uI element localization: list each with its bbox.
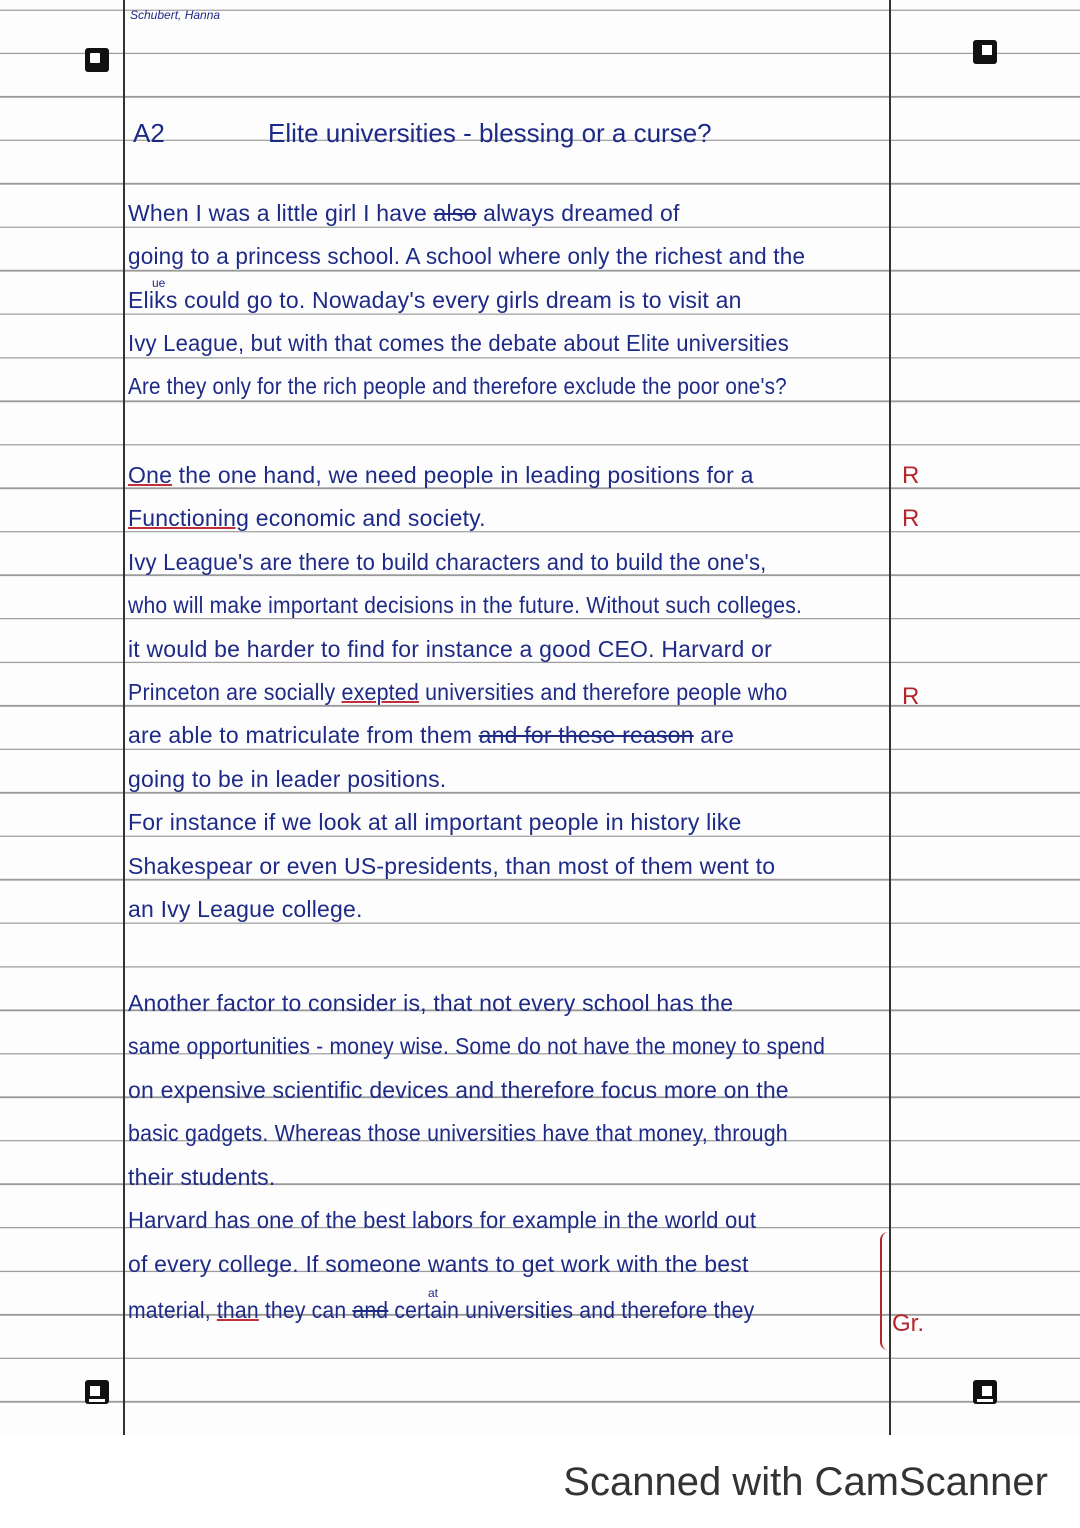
corner-marker-icon xyxy=(85,48,109,72)
text-line: Ivy League's are there to build characters and to build the one's, xyxy=(128,549,767,575)
correction-mark: R xyxy=(902,462,920,489)
text-line: same opportunities - money wise. Some do not have the money to spend xyxy=(128,1033,826,1059)
text-line: are able to matriculate from them and for these reason are xyxy=(128,722,735,748)
correction-mark: R xyxy=(902,505,920,532)
student-name: Schubert, Hanna xyxy=(130,8,221,22)
text-line: Another factor to consider is, that not every school has the xyxy=(128,990,734,1016)
scanner-watermark: Scanned with CamScanner xyxy=(563,1460,1048,1504)
corner-marker-icon xyxy=(973,1380,997,1404)
text-line: For instance if we look at all important people in history like xyxy=(128,809,742,835)
text-line: One the one hand, we need people in leading positions for a xyxy=(128,462,754,488)
text-line: Ivy League, but with that comes the debate about Elite universities xyxy=(128,330,789,356)
text-line: it would be harder to find for instance a good CEO. Harvard or xyxy=(128,636,772,662)
essay-title: Elite universities - blessing or a curse? xyxy=(268,118,712,148)
text-line: of every college. If someone wants to get work with the best xyxy=(128,1251,749,1277)
text-line: Princeton are socially exepted universities and therefore people who xyxy=(128,679,788,705)
correction-mark: Gr. xyxy=(892,1310,925,1337)
text-line: who will make important decisions in the future. Without such colleges. xyxy=(128,592,803,618)
text-line: Functioning economic and society. xyxy=(128,505,486,531)
text-line: basic gadgets. Whereas those universities have that money, through xyxy=(128,1120,788,1146)
text-line: Eliks could go to. Nowaday's every girls dream is to visit an xyxy=(128,287,742,313)
text-line: on expensive scientific devices and therefore focus more on the xyxy=(128,1077,789,1103)
text-line: Shakespear or even US-presidents, than most of them went to xyxy=(128,853,776,879)
left-margin-line xyxy=(123,0,125,1435)
text-line: going to a princess school. A school where only the richest and the xyxy=(128,243,806,269)
text-line: Are they only for the rich people and therefore exclude the poor one's? xyxy=(128,373,787,399)
text-line: Harvard has one of the best labors for example in the world out xyxy=(128,1207,757,1233)
text-line: going to be in leader positions. xyxy=(128,766,447,792)
insertion-mark: ue xyxy=(152,276,166,290)
corner-marker-icon xyxy=(973,40,997,64)
correction-mark: R xyxy=(902,683,920,710)
text-line: material, than they can and certain universities and therefore they xyxy=(128,1297,755,1323)
text-line: their students. xyxy=(128,1164,276,1190)
text-line: an Ivy League college. xyxy=(128,896,363,922)
right-margin-line xyxy=(889,0,891,1435)
insertion-mark: at xyxy=(428,1286,439,1300)
corner-marker-icon xyxy=(85,1380,109,1404)
text-line: When I was a little girl I have also always dreamed of xyxy=(128,200,680,226)
task-number: A2 xyxy=(133,118,165,148)
